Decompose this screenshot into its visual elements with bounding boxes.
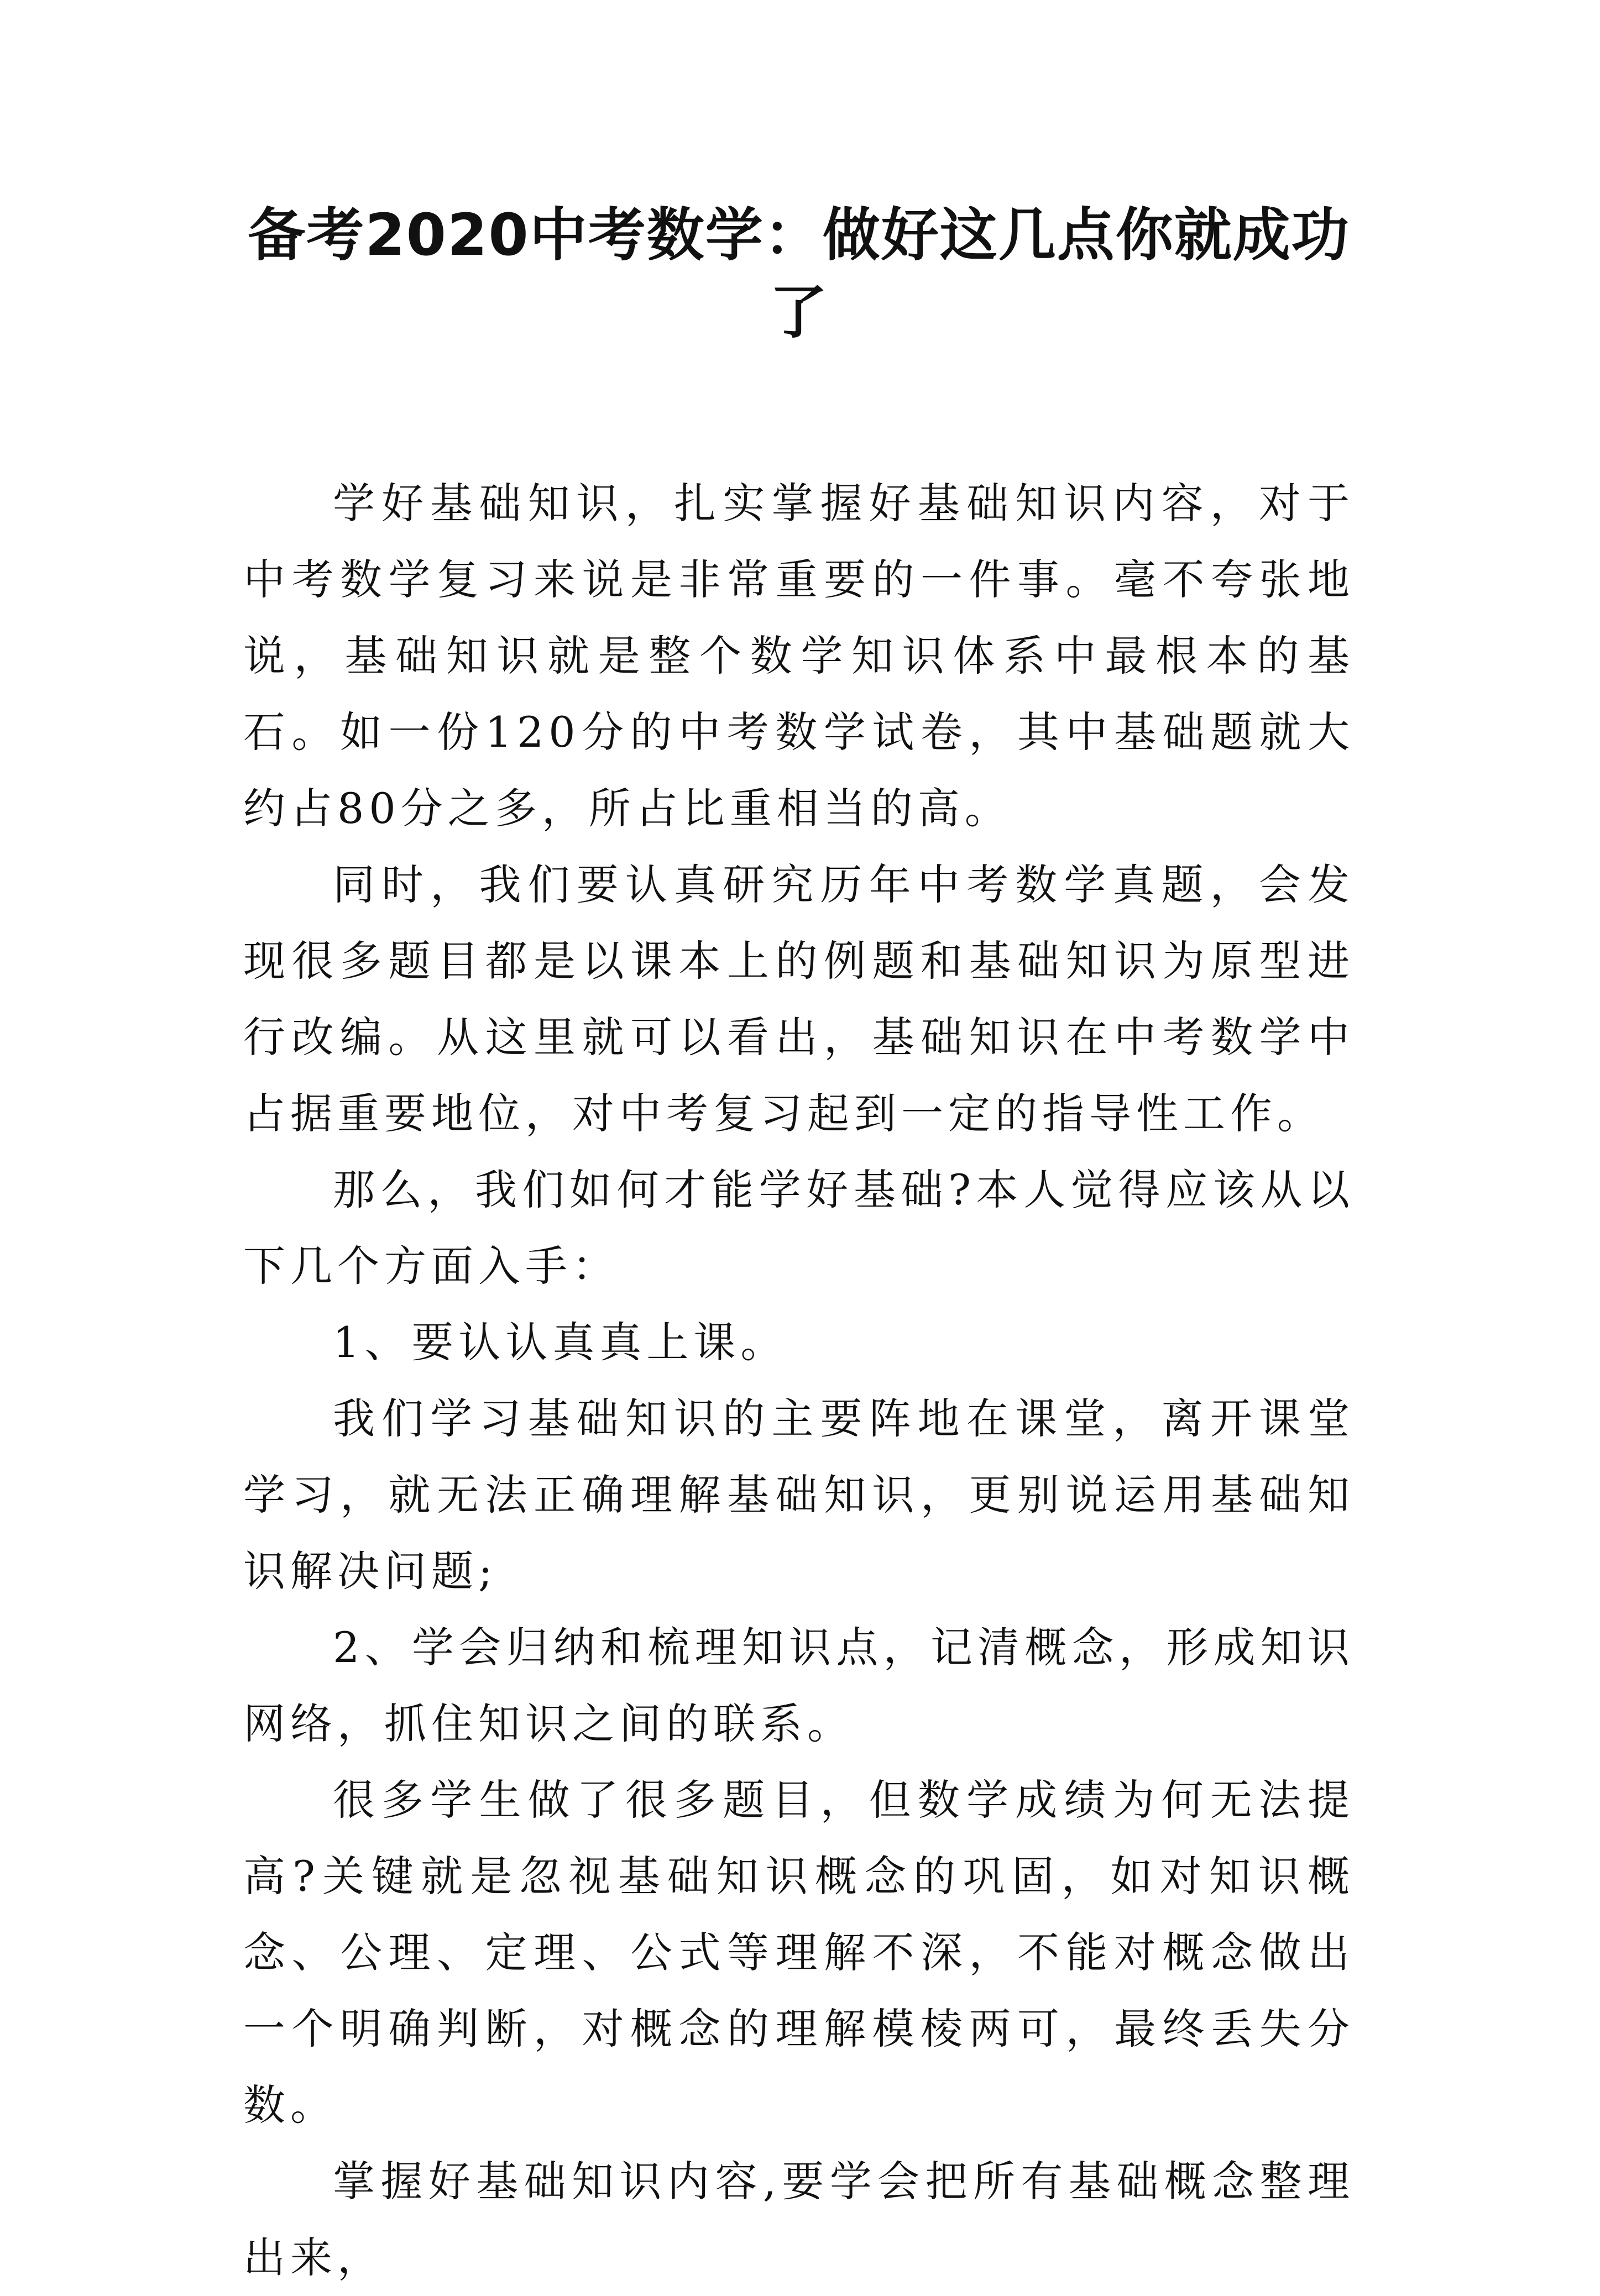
paragraph-how-to-learn: 那么，我们如何才能学好基础?本人觉得应该从以下几个方面入手：	[243, 1165, 1355, 1291]
paragraph-basics-importance: 学好基础知识，扎实掌握好基础知识内容，对于中考数学复习来说是非常重要的一件事。毫不夸张地说，基础知识就是整个数学知识体系中最根本的基石。如一份120分的中考数学试卷，其中基础题就大约占80分之多，所占比重相当的高。	[243, 479, 1355, 833]
title-line-2: 了	[769, 279, 828, 346]
title-line-1: 备考2020中考数学：做好这几点你就成功	[248, 201, 1350, 269]
document-title	[243, 196, 1355, 351]
document-body	[243, 465, 1355, 2296]
paragraph-organize-concepts: 掌握好基础知识内容,要学会把所有基础概念整理出来，	[243, 2157, 1355, 2282]
paragraph-classroom: 我们学习基础知识的主要阵地在课堂，离开课堂学习，就无法正确理解基础知识，更别说运用基础知识解决问题;	[243, 1394, 1355, 1596]
paragraph-point-2: 2、学会归纳和梳理知识点，记清概念，形成知识网络，抓住知识之间的联系。	[243, 1623, 1355, 1748]
paragraph-past-exams: 同时，我们要认真研究历年中考数学真题，会发现很多题目都是以课本上的例题和基础知识为原型进行改编。从这里就可以看出，基础知识在中考数学中占据重要地位，对中考复习起到一定的指导性工作。	[243, 860, 1355, 1138]
paragraph-point-1: 1、要认认真真上课。	[333, 1318, 788, 1367]
paragraph-concepts: 很多学生做了很多题目，但数学成绩为何无法提高?关键就是忽视基础知识概念的巩固，如对知识概念、公理、定理、公式等理解不深，不能对概念做出一个明确判断，对概念的理解模棱两可，最终丢失分数。	[243, 1775, 1355, 2130]
